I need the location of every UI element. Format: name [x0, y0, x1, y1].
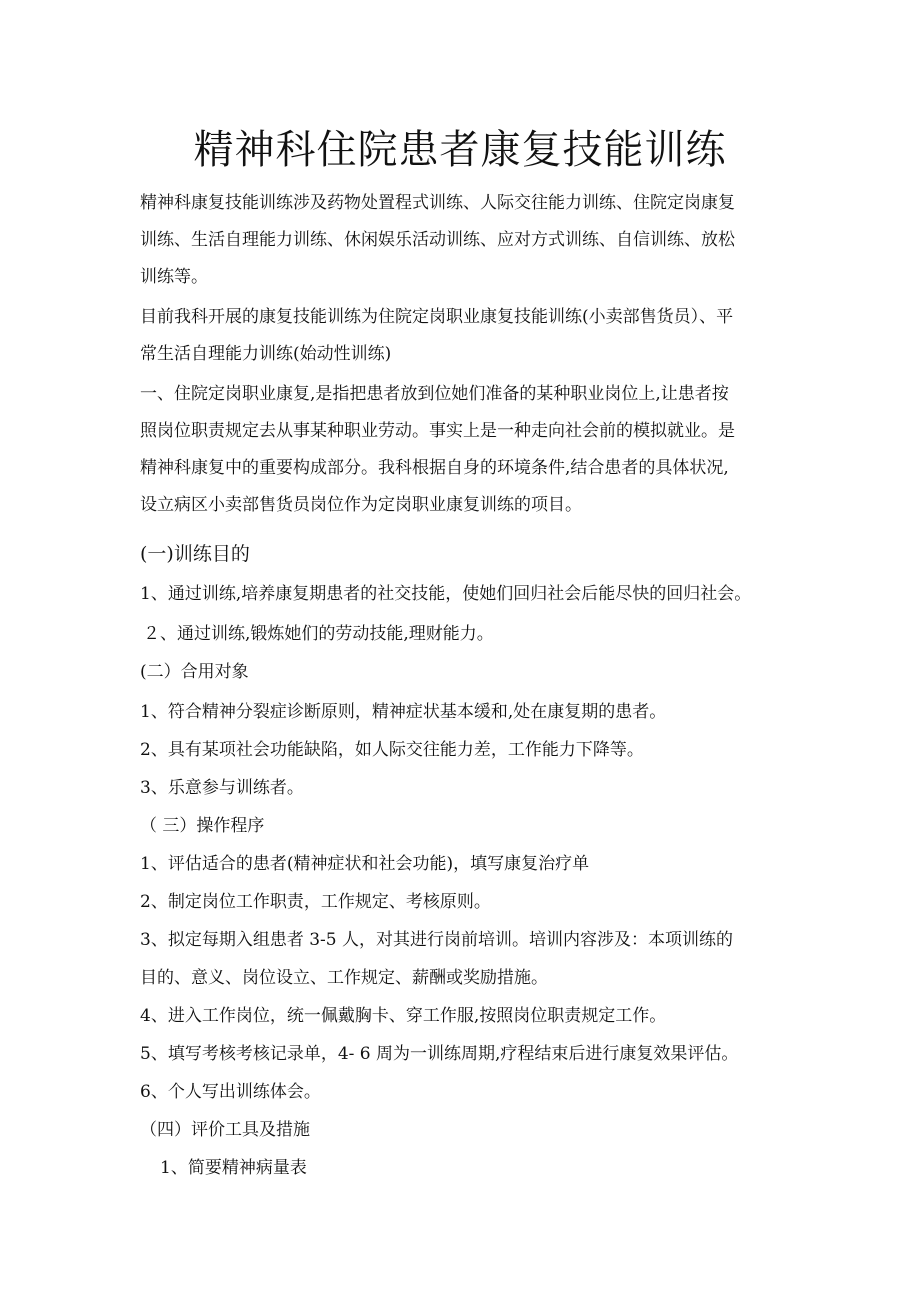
- section-1-line-1: 一、住院定岗职业康复,是指把患者放到位她们准备的某种职业岗位上,让患者按: [140, 384, 729, 404]
- intro-line-3: 训练等。: [140, 267, 208, 287]
- target-heading: (二）合用对象: [140, 662, 249, 682]
- current-line-2: 常生活自理能力训练(始动性训练): [140, 344, 392, 364]
- section-1-line-3: 精神科康复中的重要构成部分。我科根据自身的环境条件,结合患者的具体状况,: [140, 458, 729, 478]
- document-title: 精神科住院患者康复技能训练: [193, 127, 727, 173]
- procedure-item-5: 5、填写考核考核记录单，4- 6 周为一训练周期,疗程结束后进行康复效果评估。: [140, 1044, 739, 1064]
- procedure-item-2: 2、制定岗位工作职责，工作规定、考核原则。: [140, 892, 491, 912]
- current-line-1: 目前我科开展的康复技能训练为住院定岗职业康复技能训练(小卖部售货员）、平: [140, 307, 734, 327]
- section-1-paragraph: [140, 376, 790, 524]
- section-1-line-2: 照岗位职责规定去从事某种职业劳动。事实上是一种走向社会前的模拟就业。是: [140, 421, 735, 441]
- evaluation-heading: （四）评价工具及措施: [140, 1120, 310, 1140]
- goal-heading: (一)训练目的: [140, 543, 250, 565]
- procedure-item-3-line-1: 3、拟定每期入组患者 3-5 人，对其进行岗前培训。培训内容涉及：本项训练的: [140, 930, 733, 950]
- intro-paragraph: [140, 185, 790, 296]
- intro-line-1: 精神科康复技能训练涉及药物处置程式训练、人际交往能力训练、住院定岗康复: [140, 193, 735, 213]
- procedure-item-6: 6、个人写出训练体会。: [140, 1082, 321, 1102]
- intro-line-2: 训练、生活自理能力训练、休闲娱乐活动训练、应对方式训练、自信训练、放松: [140, 230, 735, 250]
- goal-item-1: 1、通过训练,培养康复期患者的社交技能，使她们回归社会后能尽快的回归社会。: [140, 584, 752, 604]
- procedure-heading: （ 三）操作程序: [140, 816, 265, 836]
- target-item-1: 1、符合精神分裂症诊断原则，精神症状基本缓和,处在康复期的患者。: [140, 702, 667, 722]
- evaluation-item-1: 1、简要精神病量表: [160, 1158, 307, 1178]
- procedure-item-3-line-2: 目的、意义、岗位设立、工作规定、薪酬或奖励措施。: [140, 968, 548, 988]
- target-item-2: 2、具有某项社会功能缺陷，如人际交往能力差，工作能力下降等。: [140, 740, 644, 760]
- current-training-paragraph: [140, 299, 790, 373]
- procedure-item-4: 4、进入工作岗位，统一佩戴胸卡、穿工作服,按照岗位职责规定工作。: [140, 1006, 667, 1026]
- target-item-3: 3、乐意参与训练者。: [140, 778, 304, 798]
- procedure-item-1: 1、评估适合的患者(精神症状和社会功能)，填写康复治疗单: [140, 854, 590, 874]
- goal-item-2: ２、通过训练,锻炼她们的劳动技能,理财能力。: [143, 624, 494, 644]
- section-1-line-4: 设立病区小卖部售货员岗位作为定岗职业康复训练的项目。: [140, 495, 582, 515]
